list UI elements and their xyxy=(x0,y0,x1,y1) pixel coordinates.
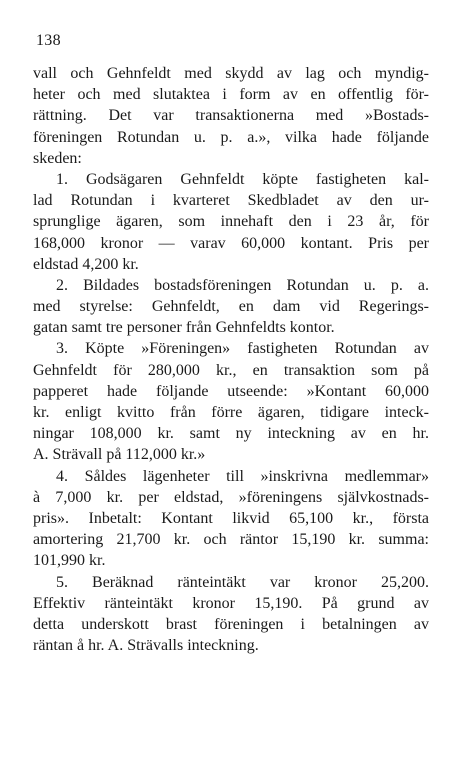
text-line: gatan samt tre personer från Gehnfeldts kontor. xyxy=(33,319,335,337)
text-line: lad Rotundan i kvarteret Skedbladet av den ur- xyxy=(33,192,429,210)
body-text xyxy=(33,63,429,656)
text-line: amortering 21,700 kr. och räntor 15,190 kr. summa: xyxy=(33,531,429,549)
text-line: pris». Inbetalt: Kontant likvid 65,100 kr., första xyxy=(33,509,429,527)
text-line: 168,000 kronor — varav 60,000 kontant. Pris per xyxy=(33,234,429,252)
text-line: 101,990 kr. xyxy=(33,552,106,570)
text-line: eldstad 4,200 kr. xyxy=(33,255,139,273)
text-line: 2. Bildades bostadsföreningen Rotundan u. p. a. xyxy=(56,276,429,294)
text-line: 5. Beräknad ränteintäkt var kronor 25,200. xyxy=(56,573,429,591)
text-line: föreningen Rotundan u. p. a.», vilka hade följande xyxy=(33,128,429,146)
text-line: vall och Gehnfeldt med skydd av lag och myndig- xyxy=(33,65,429,82)
text-line: Gehnfeldt för 280,000 kr., en transaktion som på xyxy=(33,361,429,379)
text-line: Effektiv ränteintäkt kronor 15,190. På grund av xyxy=(33,594,429,612)
text-line: räntan å hr. A. Strävalls inteckning. xyxy=(33,637,259,655)
text-line: sprunglige ägaren, som innehaft den i 23 år, för xyxy=(33,213,429,231)
text-line: skeden: xyxy=(33,149,82,167)
page-number: 138 xyxy=(36,32,61,49)
text-line: A. Strävall på 112,000 kr.» xyxy=(33,446,206,464)
text-line: detta underskott brast föreningen i betalningen av xyxy=(33,615,429,633)
text-line: ningar 108,000 kr. samt ny inteckning av en hr. xyxy=(33,425,429,443)
text-line: 4. Såldes lägenheter till »inskrivna medlemmar» xyxy=(56,467,429,485)
text-line: à 7,000 kr. per eldstad, »föreningens självkostnads- xyxy=(33,488,429,506)
text-line: heter och med slutaktea i form av en offentlig för- xyxy=(33,86,429,104)
text-line: rättning. Det var transaktionerna med »Bostads- xyxy=(33,107,429,125)
text-line: 1. Godsägaren Gehnfeldt köpte fastigheten kal- xyxy=(56,170,429,188)
text-line: 3. Köpte »Föreningen» fastigheten Rotundan av xyxy=(56,340,429,358)
text-line: med styrelse: Gehnfeldt, en dam vid Regerings- xyxy=(33,298,429,316)
text-line: papperet hade följande utseende: »Kontant 60,000 xyxy=(33,382,429,400)
text-line: kr. enligt kvitto från förre ägaren, tidigare inteck- xyxy=(33,404,429,421)
